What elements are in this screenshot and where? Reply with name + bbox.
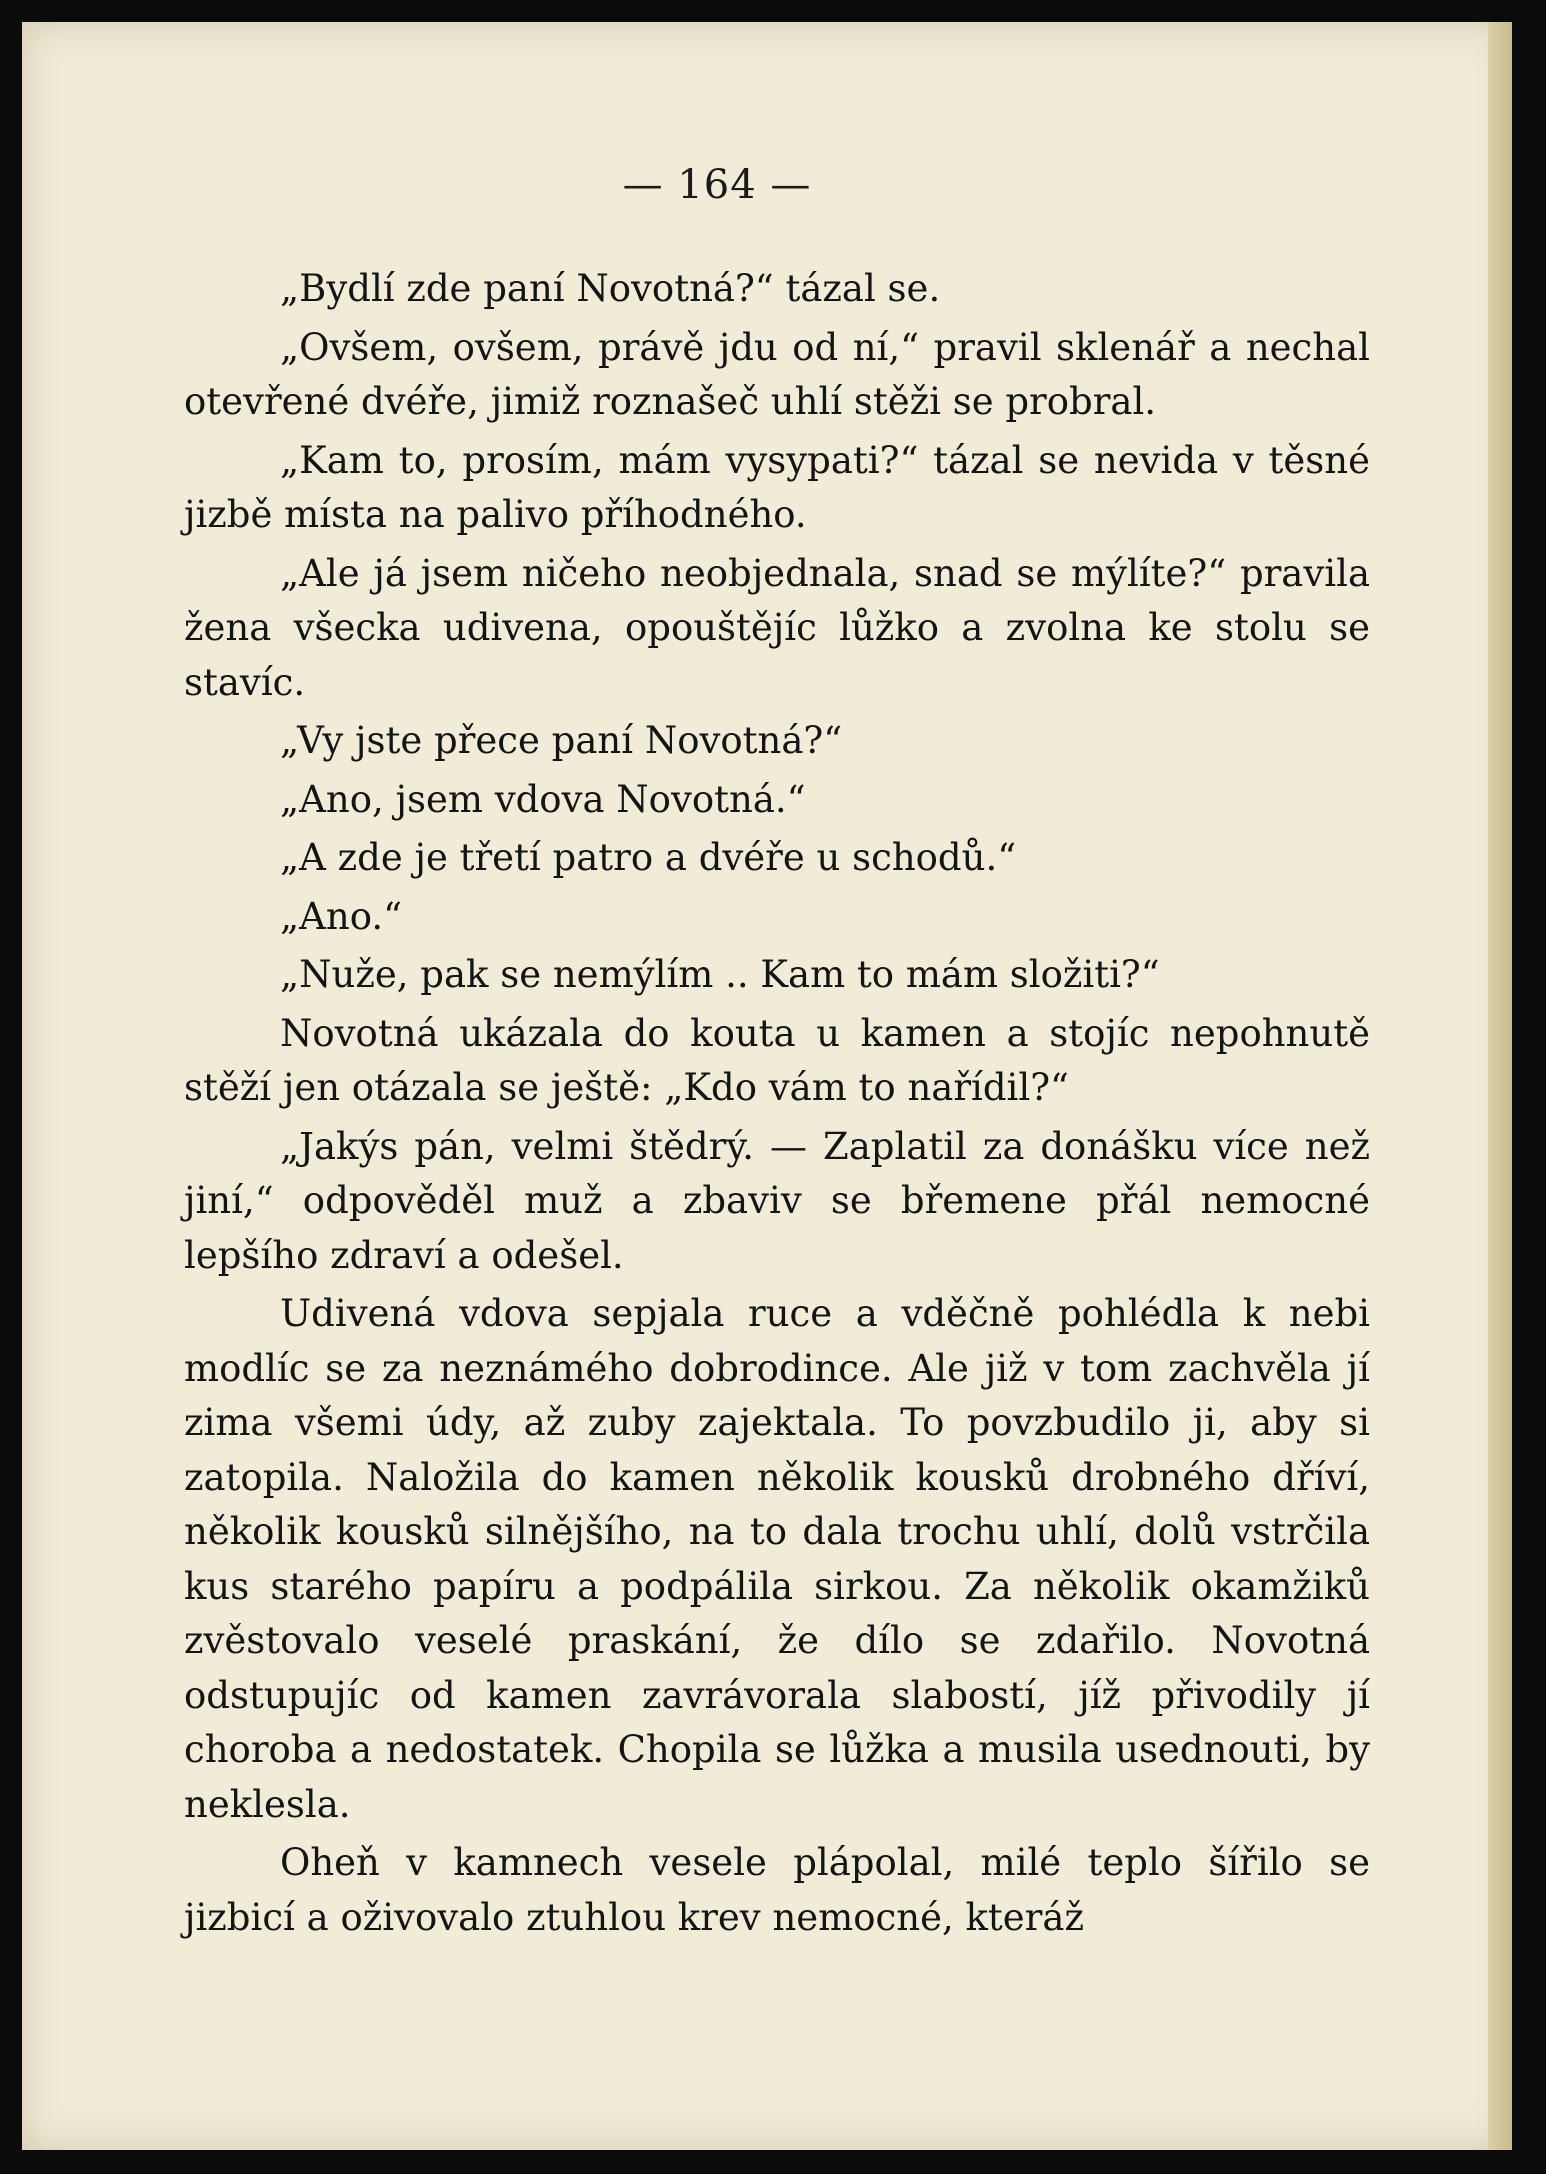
paragraph: „Jakýs pán, velmi štědrý. — Zaplatil za donášku více než jiní,“ odpověděl muž a zbaviv se břemene přál nemocné lepšího zdraví a odešel. [184, 1124, 1370, 1277]
paragraph: „A zde je třetí patro a dvéře u schodů.“ [280, 836, 1017, 879]
paragraph: „Ovšem, ovšem, právě jdu od ní,“ pravil sklenář a nechal otevřené dvéře, jimiž roznašeč uhlí stěži se probral. [184, 325, 1370, 423]
paragraph: „Ano.“ [280, 894, 403, 938]
paragraph: „Ano, jsem vdova Novotná.“ [280, 777, 806, 821]
paragraph: Oheň v kamnech vesele plápolal, milé teplo šířilo se jizbicí a oživovalo ztuhlou krev nemocné, kteráž [184, 1841, 1370, 1939]
paragraph: Novotná ukázala do kouta u kamen a stojíc nepohnutě stěží jen otázala se ještě: „Kdo vám to nařídil?“ [184, 1011, 1370, 1109]
paragraph: „Nuže, pak se nemýlím .. Kam to mám složiti?“ [280, 953, 1160, 996]
paragraph: „Ale já jsem ničeho neobjednala, snad se mýlíte?“ pravila žena všecka udivena, opouštějíc lůžko a zvolna ke stolu se stavíc. [184, 551, 1370, 704]
page-number: — 164 — [622, 162, 812, 208]
paragraph: „Kam to, prosím, mám vysypati?“ tázal se nevida v těsné jizbě místa na palivo příhodného. [184, 438, 1370, 536]
book-page [22, 22, 1512, 2150]
page-spine-edge [1488, 22, 1512, 2150]
paragraph: Udivená vdova sepjala ruce a vděčně pohlédla k nebi modlíc se za neznámého dobrodince. Ale již v tom zachvěla jí zima všemi údy, až zuby zajektala. To povzbudilo ji, aby si zatopila. Naložila do kamen několik kousků drobného dříví, několik kousků silnějšího, na to dala trochu uhlí, dolů vstrčila kus starého papíru a podpálila sirkou. Za několik okamžiků zvěstovalo veselé praskání, že dílo se zdařilo. Novotná odstupujíc od kamen zavrávorala slabostí, jíž přivodily jí choroba a nedostatek. Chopila se lůžka a musila usednouti, by neklesla. [184, 1292, 1370, 1826]
paragraph: „Bydlí zde paní Novotná?“ tázal se. [280, 267, 941, 310]
paragraph: „Vy jste přece paní Novotná?“ [280, 719, 843, 762]
body-text [184, 262, 1370, 1949]
